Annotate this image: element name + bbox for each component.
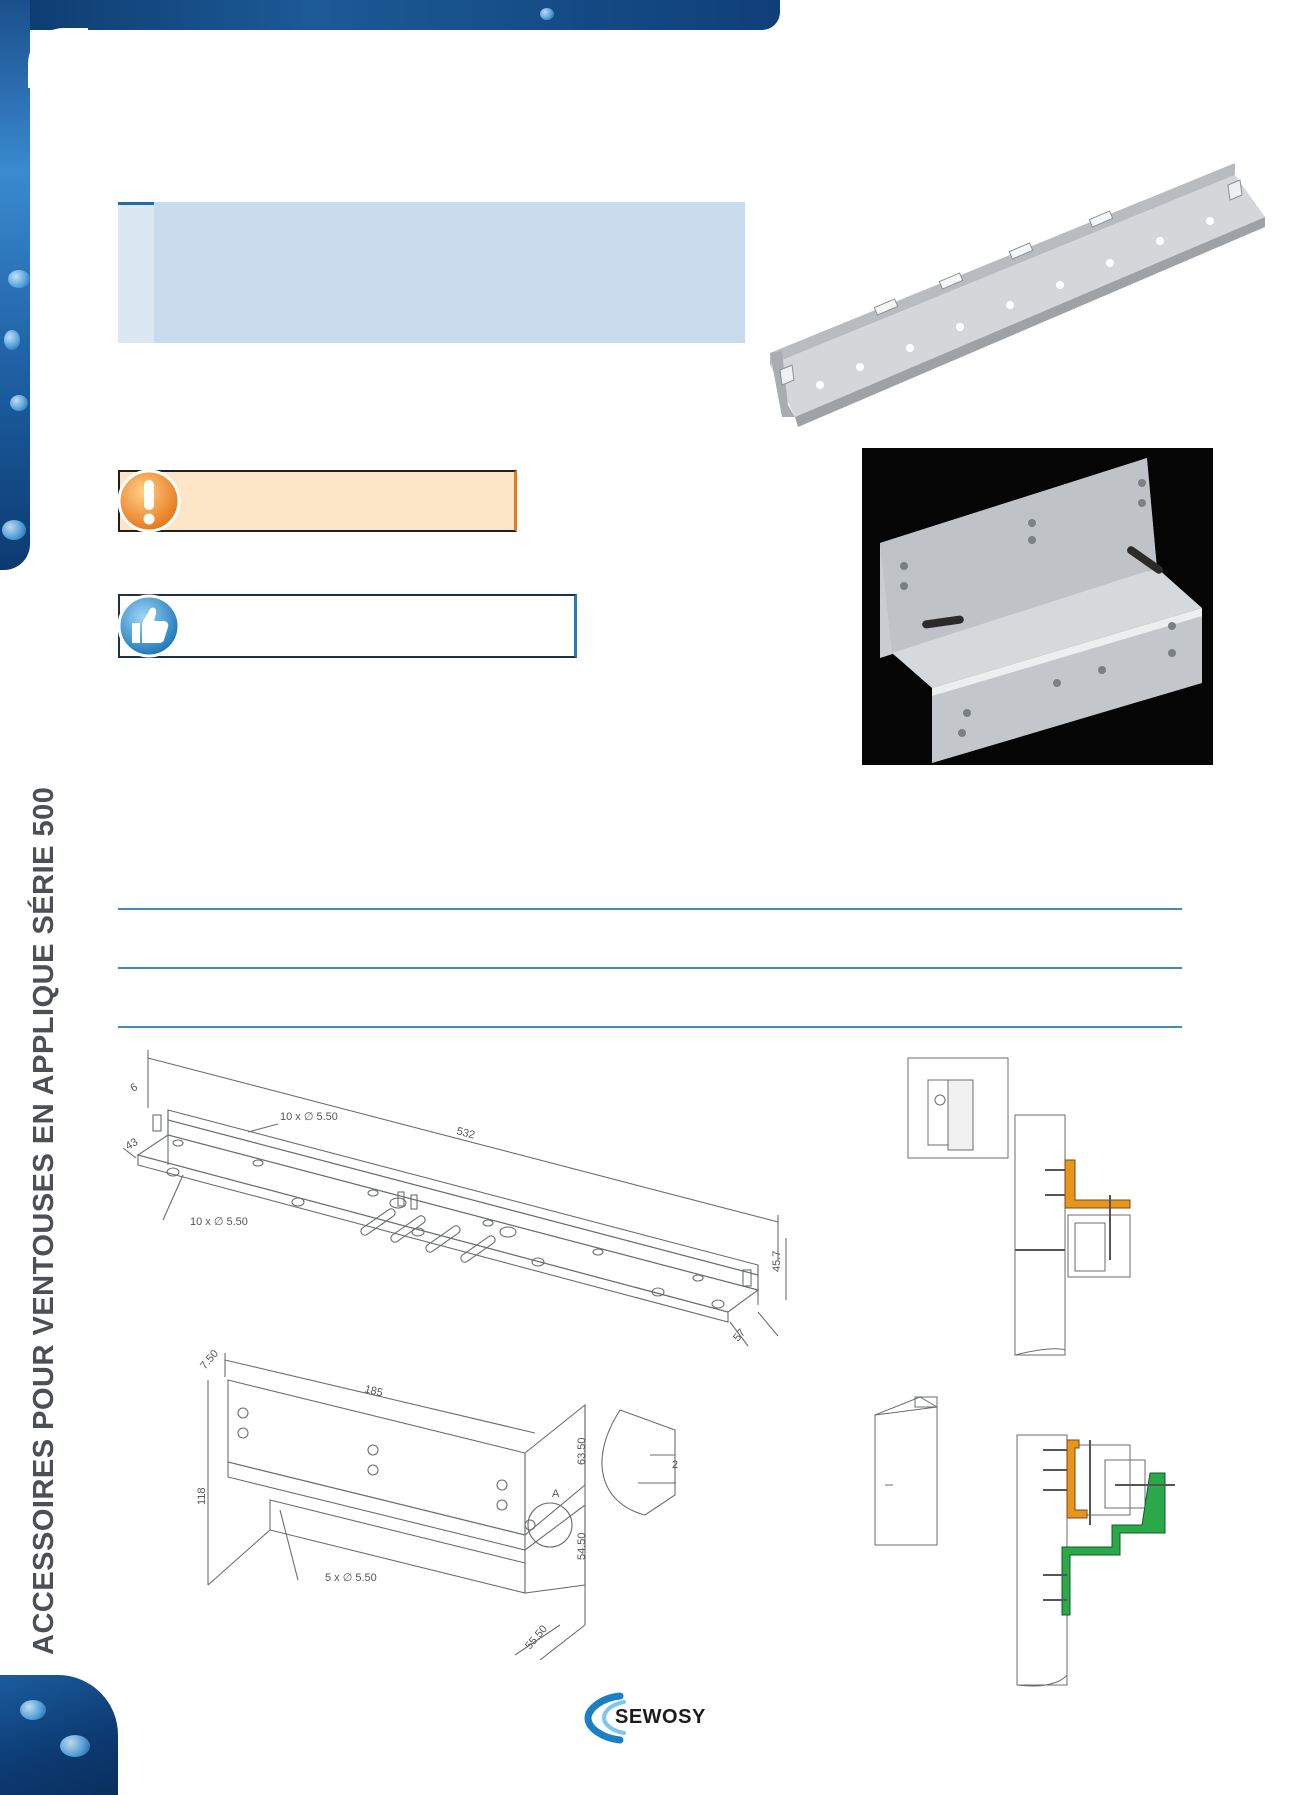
dim-height: 45.7 bbox=[771, 1250, 783, 1272]
bottom-left-decor bbox=[0, 1675, 118, 1795]
holes-bottom-label: 10 x ∅ 5.50 bbox=[190, 1216, 248, 1228]
detail-dim: 2 bbox=[672, 1459, 679, 1471]
approval-box bbox=[118, 594, 577, 658]
installation-diagram-bottom bbox=[865, 1385, 1185, 1695]
table-rule bbox=[118, 1026, 1182, 1028]
warning-exclamation-icon bbox=[116, 468, 182, 534]
water-drop bbox=[20, 1700, 46, 1720]
dim-bottom-short: 55.50 bbox=[523, 1623, 550, 1652]
dim-width: 57 bbox=[731, 1326, 749, 1344]
info-box-tab bbox=[118, 202, 154, 205]
info-box-strip bbox=[118, 202, 154, 343]
water-drop bbox=[2, 520, 26, 540]
dim-length: 532 bbox=[455, 1125, 477, 1142]
dim-mid-short: 54.50 bbox=[576, 1532, 588, 1560]
dim-height-short: 118 bbox=[196, 1487, 208, 1505]
water-drop bbox=[8, 270, 30, 288]
thumbs-up-icon bbox=[116, 593, 182, 659]
dim-top-short: 63.50 bbox=[576, 1437, 588, 1465]
short-bracket-drawing bbox=[190, 1335, 690, 1665]
water-drop bbox=[10, 395, 28, 411]
table-rule bbox=[118, 908, 1182, 910]
water-drop bbox=[60, 1735, 90, 1757]
detail-label: A bbox=[552, 1488, 560, 1500]
dim-thickness-short: 7.50 bbox=[198, 1347, 222, 1372]
long-bracket-drawing bbox=[118, 1050, 808, 1360]
panel-corner bbox=[28, 28, 88, 88]
header-banner bbox=[0, 0, 780, 30]
table-rule bbox=[118, 967, 1182, 969]
info-box bbox=[118, 202, 745, 343]
z-bracket-photo bbox=[862, 448, 1213, 765]
dim-depth: 43 bbox=[123, 1136, 141, 1153]
holes-top-label: 10 x ∅ 5.50 bbox=[280, 1111, 338, 1123]
water-drop bbox=[540, 8, 554, 20]
dim-length-short: 185 bbox=[363, 1383, 384, 1400]
dim-thickness: 6 bbox=[128, 1081, 140, 1095]
holes-short-label: 5 x ∅ 5.50 bbox=[325, 1572, 377, 1584]
side-title: ACCESSOIRES POUR VENTOUSES EN APPLIQUE SÉRIE 500 bbox=[28, 786, 60, 1655]
logo-text: SEWOSY bbox=[615, 1706, 706, 1728]
long-bracket-photo bbox=[760, 155, 1270, 430]
installation-diagram-top bbox=[900, 1055, 1160, 1385]
water-drop bbox=[4, 330, 20, 350]
